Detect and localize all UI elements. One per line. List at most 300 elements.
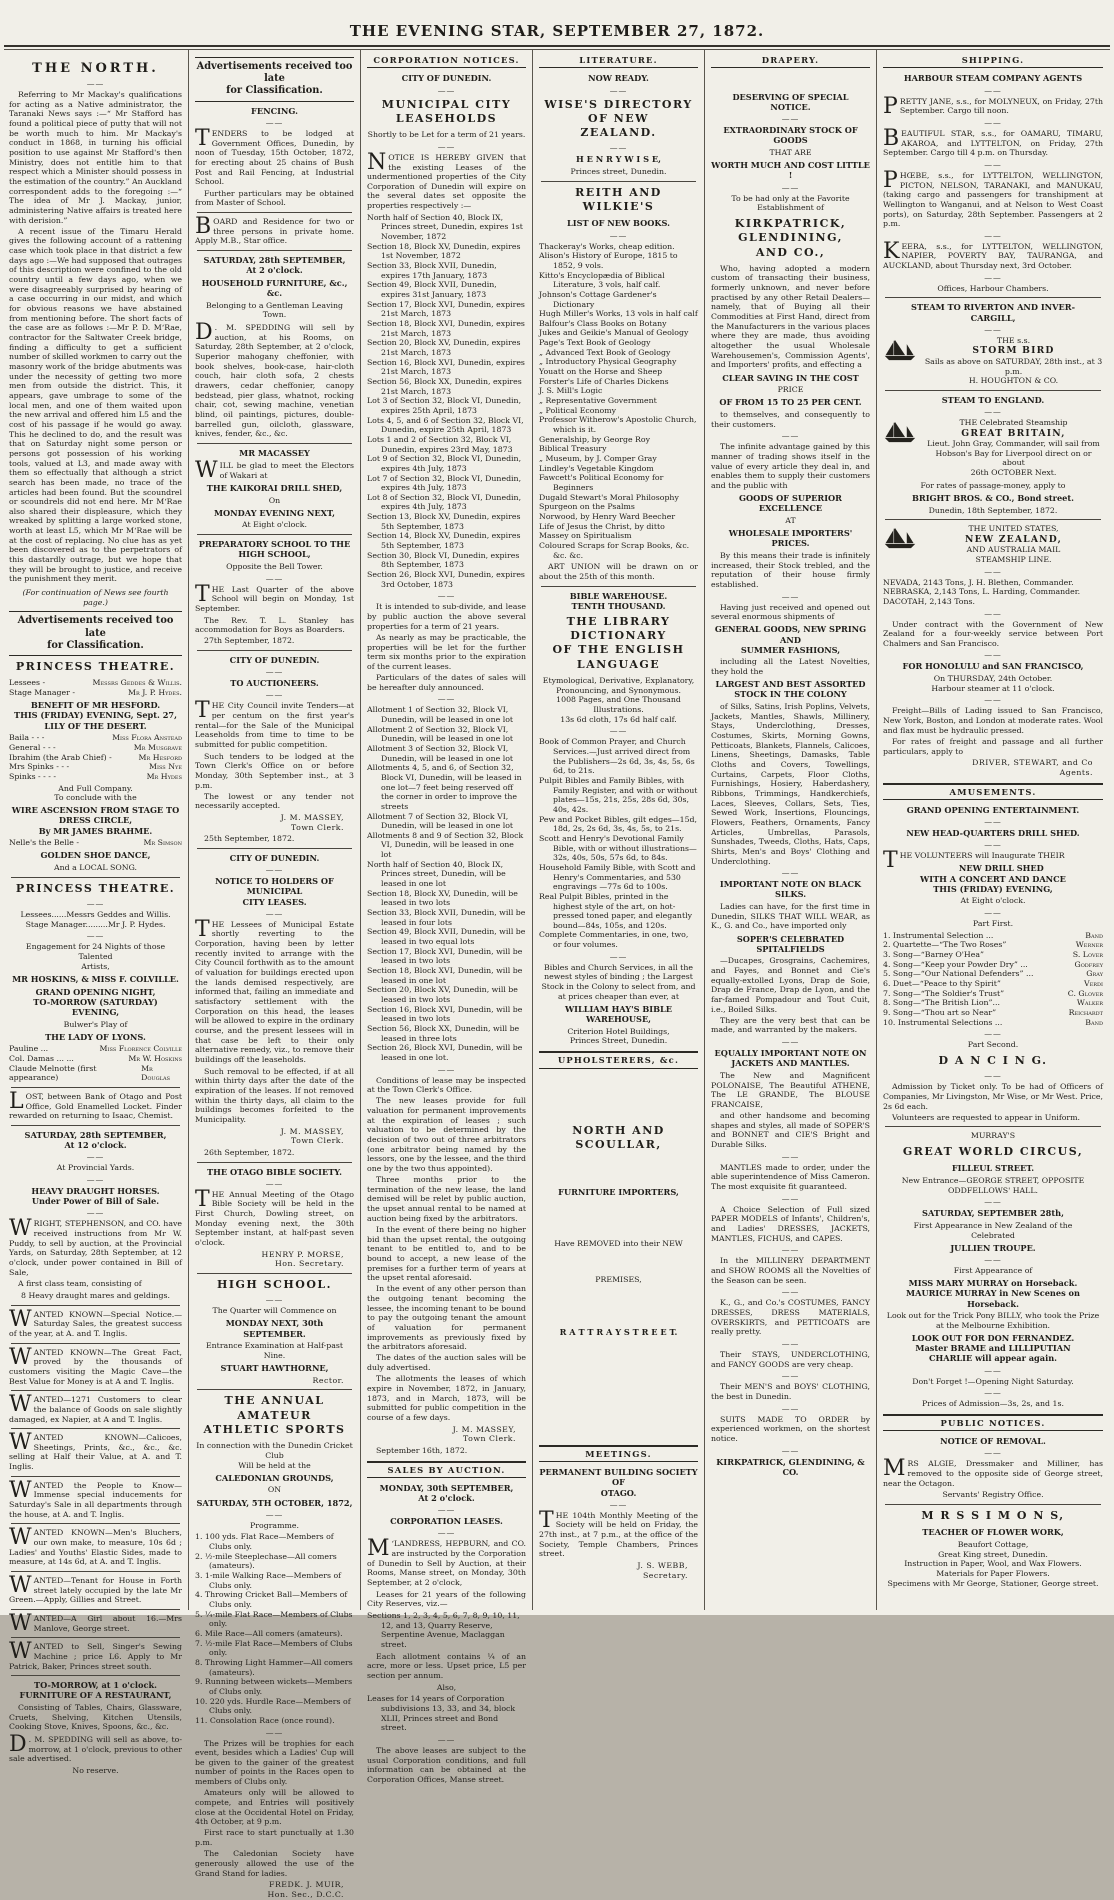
drop-cap: T xyxy=(195,698,210,724)
rule-divider xyxy=(885,297,1101,298)
text-line: Look out for the Trick Pony BILLY, who took the Prize at the Melbourne Exhibition. xyxy=(886,1311,1100,1330)
text-line: Part Second. xyxy=(967,1040,1019,1050)
dash-separator: —— xyxy=(265,667,284,677)
text-line: M R S S I M O N S, xyxy=(921,1509,1065,1523)
text-line: 3. 1-mile Walking Race—Members of Clubs only. xyxy=(195,1571,342,1590)
cast-role: 3. Song—“Barney O'Hea” xyxy=(883,950,984,960)
text-line: Hon. Sec., D.C.C. xyxy=(267,1889,344,1899)
text-line: Have REMOVED into their NEW xyxy=(554,1239,683,1249)
centered-line xyxy=(711,194,870,213)
centered-line xyxy=(883,1221,1103,1240)
dash-separator: —— xyxy=(437,85,456,95)
centered-bold-line xyxy=(195,678,354,688)
text-line: FILLEUL STREET. xyxy=(951,1163,1035,1174)
text-line: 1. 100 yds. Flat Race—Members of Clubs only. xyxy=(195,1532,334,1552)
text-line: „ Museum, by J. Comper Gray xyxy=(539,454,657,464)
display-heading xyxy=(883,1509,1103,1523)
paragraph: Such removal to be effected, if at all within thirty days after the date of the expiration of the leases. If not removed within the thirty days, all claim to the buildings becomes forfeited to the Municipality. xyxy=(195,1066,354,1124)
paragraph: In the event of there being no higher bid than the upset rental, the outgoing tenant to be entitled to, and to be bound to accept, a new lease of the premises for a further term of years at the upset rental aforesaid. xyxy=(367,1224,526,1283)
centered-bold-line xyxy=(711,879,870,899)
text-line: Section 16, Block XVI, Dunedin, expires 21st March, 1873 xyxy=(367,357,525,377)
drop-cap: M xyxy=(883,1456,906,1482)
centered-bold-line xyxy=(9,700,182,731)
rule-divider xyxy=(11,1637,180,1638)
spacer xyxy=(539,1156,698,1184)
centered-line xyxy=(883,1377,1103,1387)
centered-bold-line xyxy=(195,876,354,907)
text-line: for Classification. xyxy=(226,85,323,97)
shipping-notice xyxy=(883,524,1103,564)
dash-separator: —— xyxy=(265,690,284,700)
text-line: Allotments 8 and 9 of Section 32, Block VI, Dunedin, will be leased in one lot xyxy=(367,830,524,860)
rule-divider xyxy=(197,250,352,251)
section-header: DRAPERY. xyxy=(711,53,870,68)
centered-bold-line xyxy=(195,1363,354,1373)
display-heading xyxy=(195,1278,354,1292)
dash-separator: —— xyxy=(265,1295,284,1305)
rule-divider xyxy=(197,443,352,444)
centered-line xyxy=(883,284,1103,294)
centered-line xyxy=(195,562,354,572)
centered-line xyxy=(883,1266,1103,1276)
rule-divider xyxy=(197,1273,352,1274)
text-line: Agents. xyxy=(1059,767,1093,777)
centered-line xyxy=(9,784,182,803)
text-line: Artists, xyxy=(81,961,110,971)
cast-row xyxy=(9,753,182,763)
text-line: THE Celebrated Steamship xyxy=(959,417,1068,427)
late-ads-header xyxy=(195,57,354,102)
text-line: Page's Text Book of Geology xyxy=(539,338,651,348)
text-line: J. M. MASSEY, xyxy=(452,1424,516,1434)
text-line: NOW READY. xyxy=(588,73,649,84)
text-line: TO-MORROW, at 1 o'clock. xyxy=(34,1680,157,1691)
text-line: GOODS OF SUPERIOR EXCELLENCE xyxy=(739,493,842,514)
dash-separator: —— xyxy=(265,1727,284,1737)
paragraph: The new leases provide for full valuation for permanent improvements at the expiration of leases ; such valuation to be determined by the decision of two out of three arbitrators (one arbitrator being named by the lessors, one by the lessee, and the third one by the two thus appointed). xyxy=(367,1096,526,1173)
centered-bold-line xyxy=(9,805,182,836)
hanging-list xyxy=(195,1532,354,1725)
dash-separator: —— xyxy=(437,694,456,704)
ship-notice-text xyxy=(924,524,1103,564)
cast-performer: S. Lover xyxy=(1072,950,1103,960)
paragraph-dropcap: PRETTY JANE, s.s., for MOLYNEUX, on Friday, 27th September. Cargo till noon. xyxy=(883,93,1103,119)
drop-cap: B xyxy=(883,125,900,151)
centered-bold-line xyxy=(539,1187,698,1197)
text-line: BENEFIT OF MR HESFORD. xyxy=(30,700,161,711)
paragraph: Who, having adopted a modern custom of transacting their business, formerly unknown, and never before practised by any other Retail Dealers—namely, that of Buying all their Commodities at First Hand, direct from the Manufacturers in the various places where they are made, thus avoiding altogether the usual Wholesale Warehousemen's, Commission Agents', and Importers' profits, and effecting a xyxy=(711,263,870,370)
paragraph: The Caledonian Society have generously allowed the use of the Grand Stand for ladies. xyxy=(195,1849,354,1878)
dash-separator: —— xyxy=(437,1528,456,1538)
spacer xyxy=(539,1340,698,1440)
text-line: LILY OF THE DESERT. xyxy=(44,720,147,731)
cast-role: 8. Song—“The British Lion”... xyxy=(883,998,1000,1008)
centered-bold-line xyxy=(9,1032,182,1042)
text-line: LIST OF NEW BOOKS. xyxy=(567,218,670,229)
text-line: Entrance Examination at Half-past Nine. xyxy=(205,1341,344,1360)
dash-separator: —— xyxy=(265,1509,284,1519)
centered-bold-line xyxy=(883,1243,1103,1253)
signature xyxy=(883,758,1103,777)
drop-cap: W xyxy=(9,1344,32,1370)
dash-separator: —— xyxy=(86,1208,105,1218)
dash-separator: —— xyxy=(609,951,628,961)
text-line: MONDAY, 30th SEPTEMBER, xyxy=(379,1482,514,1493)
drop-cap: W xyxy=(195,458,218,484)
text-line: Town Clerk. xyxy=(291,1136,344,1146)
signature xyxy=(195,1250,354,1269)
text-line: To conclude with the xyxy=(54,793,137,803)
text-line: SATURDAY, SEPTEMBER 28th, xyxy=(922,1208,1064,1219)
text-line: HENRY P. MORSE, xyxy=(261,1249,344,1259)
paragraph: In the MILLINERY DEPARTMENT and SHOW ROOMS all the Novelties of the Season can be seen. xyxy=(711,1256,870,1285)
text-line: MONDAY NEXT, 30th SEPTEMBER. xyxy=(225,1318,324,1339)
dash-separator: —— xyxy=(86,899,105,909)
text-line: 11. Consolation Race (once round). xyxy=(195,1715,335,1725)
dash-separator: —— xyxy=(609,1499,628,1509)
text-line: Youatt on the Horse and Sheep xyxy=(539,367,663,377)
centered-bold-line xyxy=(883,1333,1103,1364)
centered-bold-line xyxy=(539,1467,698,1498)
cast-performer: Mr Douglas xyxy=(141,1063,170,1083)
centered-line xyxy=(883,1399,1103,1409)
ship-notice-text xyxy=(924,336,1103,386)
paragraph: A Choice Selection of Full sized PAPER MODELS of Infants', Children's, and Ladies' DRESSES, JACKETS, MANTLES, FICHUS, and CAPES. xyxy=(711,1204,870,1243)
text-line: J. M. MASSEY, xyxy=(280,1126,344,1136)
text-line: 5. ¼-mile Flat Race—Members of Clubs only. xyxy=(195,1609,353,1629)
dash-separator: —— xyxy=(984,272,1002,282)
centered-line xyxy=(195,301,354,320)
text-line: 1008 Pages, and One Thousand Illustrations. xyxy=(556,695,681,715)
text-line: Real Pulpit Bibles, printed in the highest style of the art, on hot-pressed toned paper, and elegantly bound—84s, 105s, and 120s. xyxy=(539,891,692,930)
cast-role: Pauline ... xyxy=(9,1044,49,1054)
centered-bold-line xyxy=(711,934,870,954)
text-line: Jukes and Geikie's Manual of Geology xyxy=(539,328,689,338)
text-line: On THURSDAY, 24th October. xyxy=(933,674,1053,684)
display-heading xyxy=(711,217,870,260)
column-5 xyxy=(705,50,877,1610)
text-line: To be had only at the Favorite Establishment of xyxy=(731,193,850,213)
paragraph-dropcap: WILL be glad to meet the Electors of Wakari at xyxy=(195,458,354,484)
cast-row xyxy=(9,733,182,743)
text-line: Etymological, Derivative, Explanatory, Pronouncing, and Synonymous. xyxy=(542,676,695,695)
text-line: Lot 3 of Section 32, Block VI, Dunedin, expires 25th April, 1873 xyxy=(367,396,522,415)
centered-line xyxy=(883,919,1103,929)
cast-performer: Werner xyxy=(1075,940,1103,950)
text-line: Section 20, Block XV, Dunedin, will be leased in two lots xyxy=(367,985,518,1004)
text-line: J. S. WEBB, xyxy=(637,1560,688,1570)
centered-bold-line xyxy=(195,539,354,559)
text-line: Bulwer's Play of xyxy=(63,1019,128,1029)
drop-cap: W xyxy=(9,1306,32,1332)
text-line: Household Family Bible, with Scott and Henry's Commentaries, and 530 engravings —77s 6d to 100s. xyxy=(539,862,696,892)
text-line: HARBOUR STEAM COMPANY AGENTS xyxy=(903,73,1083,84)
centered-bold-line xyxy=(883,1436,1103,1446)
text-line: At 12 o'clock. xyxy=(64,1140,127,1151)
text-line: Advertisements received too late xyxy=(17,615,174,639)
rule-divider xyxy=(11,1675,180,1676)
text-line: Allotments 4, 5, and 6, of Section 32, Block VI, Dunedin, will be leased in one lot—7 feet being reserved off the corner in order to improve the streets xyxy=(367,763,522,811)
paragraph: It is intended to sub-divide, and lease by public auction the above several properties for a term of 21 years. xyxy=(367,602,526,631)
rule-divider xyxy=(11,1523,180,1524)
cast-row xyxy=(883,931,1103,941)
signature xyxy=(195,813,354,832)
text-line: CALEDONIAN GROUNDS, xyxy=(215,1472,334,1483)
text-line: Biblical Treasury xyxy=(539,444,607,454)
cast-performer: Mr J. P. Hydes. xyxy=(128,688,182,698)
text-line: First Appearance in New Zealand of the xyxy=(913,1221,1073,1231)
columns-container xyxy=(0,50,1114,1899)
text-line: Princes Street, Dunedin. xyxy=(569,1036,668,1046)
text-line: Secretary. xyxy=(642,1570,688,1580)
text-line: North half of Section 40, Block IX, Princes street, Dunedin, will be leased in one lot xyxy=(367,859,506,889)
cast-performer: Reichardt xyxy=(1068,1008,1103,1018)
text-line: Pulpit Bibles and Family Bibles, with Family Register, and with or without plates—15s, 21s, 25s, 28s 6d, 30s, 40s, 42s. xyxy=(539,775,698,814)
centered-line xyxy=(539,1239,698,1249)
centered-bold-line xyxy=(883,302,1103,322)
text-line: And a LOCAL SONG. xyxy=(53,863,138,873)
text-line: Thackeray's Works, cheap edition. xyxy=(539,241,675,251)
text-line: DACOTAH, 2,143 Tons. xyxy=(883,596,975,606)
paragraph-dropcap: KEERA, s.s., for LYTTELTON, WELLINGTON, NAPIER, POVERTY BAY, TAURANGA, and AUCKLAND, about Thursday next, 3rd October. xyxy=(883,238,1103,271)
paragraph: The dates of the auction sales will be duly advertised. xyxy=(367,1353,526,1373)
paragraph: Under contract with the Government of New Zealand for a four-weekly service between Port Chalmers and San Francisco. xyxy=(883,619,1103,648)
text-line: Under Power of Bill of Sale. xyxy=(31,1196,160,1207)
paragraph: Having just received and opened out several enormous shipments of xyxy=(711,602,870,622)
dash-separator: —— xyxy=(265,117,284,127)
rule-divider xyxy=(197,534,352,535)
paragraph: Leases for 21 years of the following City Reserves, viz.— xyxy=(367,1589,526,1609)
text-line: MURRAY'S xyxy=(970,1131,1016,1141)
text-line: Section 17, Block XVI, Dunedin, expires 21st March, 1873 xyxy=(367,299,525,319)
paragraph: The infinite advantage gained by this manner of trading shows itself in the value of every article they deal in, and enables them to supply their customers and the public with xyxy=(711,442,870,490)
display-heading xyxy=(539,186,698,215)
paragraph: September 16th, 1872. xyxy=(376,1445,468,1455)
text-line: TO AUCTIONEERS. xyxy=(230,678,319,689)
paragraph: 26th September, 1872. xyxy=(204,1147,295,1157)
cast-performer: C. Glover xyxy=(1067,988,1103,998)
centered-bold-line xyxy=(883,73,1103,83)
text-line: 9. Running between wickets—Members of Clubs only. xyxy=(195,1677,353,1696)
paragraph: SUITS MADE TO ORDER by experienced workmen, on the shortest notice. xyxy=(711,1414,870,1443)
centered-line xyxy=(539,676,698,724)
display-heading xyxy=(9,882,182,896)
centered-line xyxy=(883,481,1103,491)
text-line: Scott and Henry's Devotional Family Bible, with or without illustrations—32s, 40s, 50s, 57s 6d, to 84s. xyxy=(539,833,697,863)
cast-row xyxy=(9,743,182,753)
cast-performer: Walker xyxy=(1076,998,1103,1008)
text-line: CITY OF DUNEDIN. xyxy=(229,853,320,864)
text-line: Section 56, Block XX, Dunedin, expires 21st March, 1873 xyxy=(367,376,522,396)
cast-role: Mrs Spinks - - - xyxy=(9,762,70,772)
text-line: Massey on Spiritualism xyxy=(539,531,632,541)
centered-bold-line xyxy=(883,828,1103,838)
text-line: CARGILL, xyxy=(970,312,1016,323)
text-line: 6. Mile Race—All comers (amateurs). xyxy=(195,1628,343,1638)
text-line: Professor Witherow's Apostolic Church, which is it. xyxy=(539,415,697,435)
cast-row xyxy=(9,838,182,848)
page-title: THE EVENING STAR, SEPTEMBER 27, 1872. xyxy=(349,22,765,40)
cast-row xyxy=(883,979,1103,989)
text-line: Spurgeon on the Psalms xyxy=(539,502,635,512)
text-line: ATHLETIC SPORTS xyxy=(203,1422,346,1436)
dash-separator: —— xyxy=(781,431,800,441)
text-line: REITH AND WILKIE'S xyxy=(575,185,662,214)
paragraph-dropcap: LOST, between Bank of Otago and Post Office, Gold Enamelled Locket. Finder rewarded on returning to Isaac, Chemist. xyxy=(9,1089,182,1121)
text-line: For rates of passage-money, apply to xyxy=(920,480,1066,490)
text-line: PRICE xyxy=(777,385,804,395)
dash-separator: —— xyxy=(984,1071,1002,1081)
centered-line xyxy=(9,1766,182,1776)
display-heading xyxy=(367,98,526,127)
cast-row xyxy=(883,969,1103,979)
spacer xyxy=(539,1199,698,1237)
late-ads-header xyxy=(9,611,182,656)
centered-line xyxy=(367,130,526,140)
text-line: Opposite the Bell Tower. xyxy=(226,561,323,571)
centered-line xyxy=(883,1490,1103,1500)
dash-separator: —— xyxy=(984,840,1002,850)
text-line: Allotment 1 of Section 32, Block VI, Dunedin, will be leased in one lot xyxy=(367,705,514,724)
text-line: 7. ½-mile Flat Race—Members of Clubs only. xyxy=(195,1638,353,1658)
text-line: NEBRASKA, 2,143 Tons, L. Harding, Commander. xyxy=(883,587,1081,597)
display-heading xyxy=(883,1145,1103,1159)
hanging-list xyxy=(367,213,526,590)
paragraph-dropcap: BOARD and Residence for two or three persons in private home. Apply M.B., Star office. xyxy=(195,214,354,246)
text-line: PREPARATORY SCHOOL TO THE xyxy=(198,539,351,550)
text-line: GRAND OPENING ENTERTAINMENT. xyxy=(906,804,1080,815)
text-line: H E N R Y W I S E, xyxy=(576,154,661,165)
centered-line xyxy=(367,1683,526,1693)
text-line: Lindley's Vegetable Kingdom xyxy=(539,463,654,473)
paragraph: Consisting of Tables, Chairs, Glassware, Cruets, Shelving, Kitchen Utensils, Cooking Stove, Knives, Spoons, &c., &c. xyxy=(9,1703,182,1732)
text-line: By MR JAMES BRAHME. xyxy=(38,825,153,836)
display-heading xyxy=(539,98,698,141)
centered-line xyxy=(539,1275,698,1285)
text-line: SATURDAY, 5TH OCTOBER, 1872, xyxy=(196,1497,353,1508)
centered-bold-line xyxy=(367,1483,526,1503)
cast-row xyxy=(883,960,1103,970)
text-line: WILLIAM HAY'S BIBLE WAREHOUSE, xyxy=(564,1003,673,1025)
text-line: Harbour steamer at 11 o'clock. xyxy=(931,683,1055,693)
dash-separator: —— xyxy=(781,1287,800,1297)
paragraph: MANTLES made to order, under the able superintendence of Miss Cameron. The most exquisite fit guaranteed. xyxy=(711,1162,870,1192)
text-line: CLEAR SAVING IN THE COST xyxy=(722,372,859,383)
centered-bold-line xyxy=(711,397,870,407)
drop-cap: W xyxy=(9,1477,32,1503)
text-line: Forster's Life of Charles Dickens xyxy=(539,376,669,386)
text-line: At Eight o'clock. xyxy=(242,520,307,530)
text-line: Section 33, Block XVII, Dunedin, expires 17th January, 1873 xyxy=(367,261,497,280)
cast-role: Baila - - - xyxy=(9,733,45,743)
signature xyxy=(367,1425,526,1444)
cast-row xyxy=(9,1054,182,1064)
dash-separator: —— xyxy=(984,85,1002,95)
text-line: STEAM TO RIVERTON AND INVER- xyxy=(911,302,1075,313)
cast-list xyxy=(883,931,1103,1028)
signature xyxy=(539,1561,698,1580)
centered-bold-line xyxy=(883,1527,1103,1537)
cast-role: Lessees - xyxy=(9,678,46,688)
text-line: SATURDAY, 28th SEPTEMBER, xyxy=(203,255,346,266)
drop-cap: M xyxy=(367,1536,390,1562)
paragraph-dropcap: M ‘LANDRESS, HEPBURN, and CO. are instructed by the Corporation of Dunedin to Sell by Auction, at their Rooms, Manse street, on Monday, 30th September, at 2 o'clock, xyxy=(367,1536,526,1588)
text-line: HEAVY DRAUGHT HORSES. xyxy=(31,1186,160,1196)
cast-list xyxy=(9,1044,182,1083)
text-line: Great King street, Dunedin. xyxy=(938,1549,1048,1559)
cast-row xyxy=(9,762,182,772)
cast-role: 5. Song—“Our National Defenders” ... xyxy=(883,969,1034,979)
dash-separator: —— xyxy=(984,908,1002,918)
italic-note xyxy=(9,588,182,607)
paragraph-dropcap: PHŒBE, s.s., for LYTTELTON, WELLINGTON, PICTON, NELSON, TARANAKI, and MANUKAU, (taking cargo and passengers for transhipment at Wellington to Wanganui, and at Nelson to West Coast ports), on Saturday, 28th September. Passengers at 2 p.m. xyxy=(883,167,1103,229)
spacer xyxy=(539,1074,698,1120)
text-line: STOCK IN THE COLONY xyxy=(734,689,847,700)
text-line: TENTH THOUSAND. xyxy=(571,600,666,611)
centered-bold-line xyxy=(9,1130,182,1150)
drop-cap: T xyxy=(883,848,898,874)
display-heading xyxy=(195,1394,354,1437)
text-line: STEAMSHIP LINE. xyxy=(975,554,1052,564)
centered-line xyxy=(883,1311,1103,1330)
paragraph: Particulars of the dates of sales will be hereafter duly announced. xyxy=(367,672,526,692)
cast-row xyxy=(9,688,182,698)
text-line: 4. Throwing Cricket Ball—Members of Clubs only. xyxy=(195,1590,348,1609)
paragraph: The New and Magnificent POLONAISE, The Beautiful ATHENE, The LE GRANDE, The BLOUSE FRANCAISE, xyxy=(711,1070,870,1109)
paragraph: Referring to Mr Mackay's qualifications for acting as a Native administrator, the Taranaki News says :—“ Mr Stafford has found a political piece of putty that will not be worth much to him. Mr Mackay's conduct in 1868, in turning his official position to use against Mr Stafford's then Ministry, does not entitle him to that respect which a Minister should possess in the estimation of the country.” An Auckland correspondent adds to the foregoing :—“ The idea of Mr J. Mackay, junior, administering Native affairs is treated here with derision.” xyxy=(9,90,182,225)
paragraph: to themselves, and consequently to their customers. xyxy=(711,410,870,429)
paragraph-dropcap: THE Last Quarter of the above School will begin on Monday, 1st September. xyxy=(195,581,354,613)
cast-role: Claude Melnotte (first appearance) xyxy=(9,1063,97,1083)
rule-divider xyxy=(11,1390,180,1391)
dash-separator: —— xyxy=(984,406,1002,416)
text-line: STUART HAWTHORNE, xyxy=(220,1363,329,1374)
text-line: Lessees......Messrs Geddes and Willis. xyxy=(20,910,171,920)
dash-separator: —— xyxy=(984,817,1002,827)
display-heading xyxy=(539,615,698,672)
dash-separator: —— xyxy=(86,79,105,89)
rule-divider xyxy=(885,1504,1101,1505)
cast-role: Stage Manager - xyxy=(9,688,75,698)
text-line: Alison's History of Europe, 1815 to 1852, 9 vols. xyxy=(539,251,678,270)
spacer xyxy=(539,1287,698,1325)
text-line: Section 18, Block XVI, Dunedin, will be leased in one lot xyxy=(367,966,523,985)
centered-bold-line xyxy=(367,1516,526,1526)
text-line: The Quarter will Commence on xyxy=(212,1306,337,1316)
text-line: PRINCESS THEATRE. xyxy=(15,660,176,674)
centered-bold-line xyxy=(539,73,698,83)
centered-bold-line xyxy=(711,624,870,655)
paragraph: A recent issue of the Timaru Herald gives the following account of a rattening case which took place in that district a few days ago :—We had supposed that outrages of this description were confined to the old country until a few days ago, when we were disagreeably surprised by hearing of a case occurring in our midst, and which for obvious reasons we have abstained from mentioning before. The short facts of the case are as follows :—Mr P. D. M‘Rae, contractor for the Saltwater Creek bridge, finding a difficulty to get a sufficient number of skilled workmen to carry out the masonry work of the bridge abutments was under the necessity of getting two more men from outside the district. This, it appears, gave umbrage to some of the local men, and one of them waited upon the new arrival and offered him L5 and the cost of his passage if he would go away. This he declined to do, and the result was that on Saturday night some person or persons got possession of his working tools, valued at L3, and made away with them so effectually that although a strict search has been made, no trace of the articles had been found. But the scoundrel or scoundrels did not end here. Mr M‘Rae also shared their displeasure, which they wreaked by splitting a large worked stone, worth at least L5, which Mr M‘Rae will be at the cost of replacing. No clue has as yet been discovered as to the perpetrators of this dastardly outrage, but we hope that they will be brought to justice, and receive the punishment they merit. xyxy=(9,226,182,584)
centered-bold-line xyxy=(195,483,354,493)
dash-separator: —— xyxy=(984,159,1002,169)
centered-bold-line xyxy=(195,1167,354,1177)
text-line: Life of Jesus the Christ, by ditto xyxy=(539,521,665,531)
cast-performer: Mr Musgrave xyxy=(133,742,182,752)
paragraph-dropcap: MRS ALGIE, Dressmaker and Milliner, has removed to the opposite side of George street, near the Octagon. xyxy=(883,1456,1103,1488)
text-line: In connection with the Dunedin Cricket Club xyxy=(196,1441,353,1460)
paragraph: K., G., and Co.'s COSTUMES, FANCY DRESSES, DRESS MATERIALS, OVERSKIRTS, and PETTICOATS are really pretty. xyxy=(711,1298,870,1337)
text-line: Beaufort Cottage, xyxy=(957,1540,1029,1550)
centered-bold-line xyxy=(883,1208,1103,1218)
paragraph-dropcap: WANTED—Tenant for House in Forth street lately occupied by the late Mr Green.—Apply, Gillies and Street. xyxy=(9,1573,182,1605)
paragraph: A first class team, consisting of xyxy=(18,1279,142,1289)
ship-icon xyxy=(883,418,919,446)
paragraph: For rates of freight and passage and all further particulars, apply to xyxy=(883,736,1103,756)
text-line: Master BRAME and LILLIPUTIAN xyxy=(915,1343,1071,1354)
text-line: Pew and Pocket Bibles, gilt edges—15d, 18d, 2s, 2s 6d, 3s, 4s, 5s, to 21s. xyxy=(539,814,698,834)
text-line: 10. 220 yds. Hurdle Race—Members of Clubs only. xyxy=(195,1696,351,1716)
